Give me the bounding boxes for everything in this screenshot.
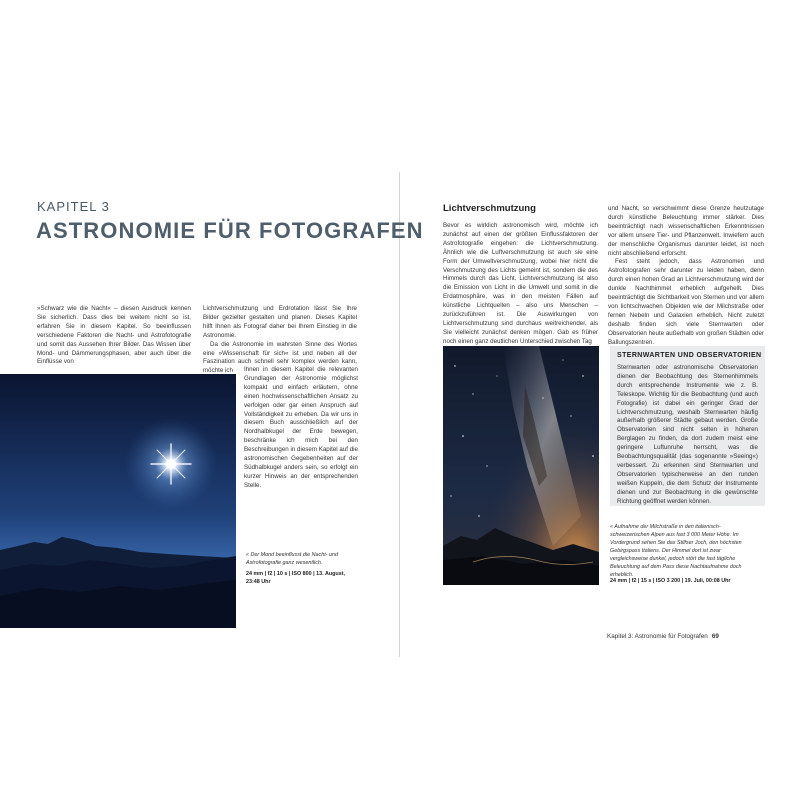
paragraph: Ihnen in diesem Kapitel die relevanten Grundlagen der Astronomie möglichst kompakt und einfach erläutern, ohne einen hochwissenschaftlichen Ansatz zu verfolgen oder gar einen Anspruch auf Vollständigkeit zu erheben. Da wir uns in diesem Buch ausschließlich auf der Nordhalbkugel der Erde bewegen, beschränke ich mich bei den Beschreibungen in diesem Kapitel auf die astronomischen Gegebenheiten auf der Südhalbkugel anders sein, so erfolgt ein kurzer Hinweis an der entsprechenden Stelle.	[244, 366, 358, 489]
paragraph: und Nacht, so verschwimmt diese Grenze heutzutage durch künstliche Beleuchtung immer stärker. Dies beeinträchtigt nach wissenschaftlichen Erkenntnissen vor allem unsere Tier- und Pflanzenwelt. Inwiefern auch der menschliche Organismus darunter leidet, ist noch nicht abschließend erforscht.	[608, 205, 764, 257]
photo-caption-right: « Aufnahme der Milchstraße in den italienisch-schweizerischen Alpen aus fast 3 000 Meter Höhe. Im Vordergrund sehen Sie das Stilfser Joch, den höchsten Gebirgspass Italiens. Der Himmel dort ist zwar vergleichsweise dunkel, jedoch stört die fast tägliche Beleuchtung auf dem Pass diese Nachtaufnahme doch erheblich.	[610, 524, 742, 578]
paragraph: Bevor es wirklich astronomisch wird, möchte ich zunächst auf einen der größten Einflussfaktoren der Astrofotografie eingehen: die Lichtverschmutzung. Ähnlich wie die Luftverschmutzung ist auch sie eine Form der Umweltverschmutzung, wobei hier nicht die Verschmutzung des Lichts gemeint ist, sondern die des Himmels durch das Licht. Lichtverschmutzung ist also die Emission von Licht in die Umwelt und somit in die Erdatmosphäre, was in den meisten Fällen auf künstliche Lichtquellen – also uns Menschen – zurückzuführen ist. Die Auswirkungen von Lichtverschmutzung sind durchaus weitreichender, als Sie vielleicht zunächst denken mögen. Gab es früher noch einen ganz deutlichen Unterschied zwischen Tag	[443, 222, 598, 345]
paragraph: Fest steht jedoch, dass Astronomen und Astrofotografen sehr darunter zu leiden haben, denn durch einen hohen Grad an Lichtverschmutzung wird der dunkle Nachthimmel erheblich aufgehellt. Dies beeinträchtigt die Sichtbarkeit von Sternen und vor allem von lichtschwachen Objekten wie der Milchstraße oder fernen Nebeln und Galaxien erheblich. Nicht zuletzt deshalb finden sich viele Sternwarten oder Observatorien heute außerhalb von großen Städten oder Ballungszentren.	[608, 258, 764, 346]
chapter-title: ASTRONOMIE FÜR FOTOGRAFEN	[36, 218, 424, 243]
photo-meta-left: 24 mm | f2 | 10 s | ISO 800 | 13. August, 23:48 Uhr	[246, 571, 346, 585]
milky-way-photo	[443, 346, 599, 585]
paragraph: Da die Astronomie im wahrsten Sinne des Wortes eine »Wissenschaft für sich« ist und neben all der Faszination auch schnell sehr komplex werden kann, möchte ich	[203, 340, 357, 375]
page-footer	[607, 633, 719, 640]
section-heading: Lichtverschmutzung	[443, 203, 536, 214]
chapter-label: KAPITEL 3	[37, 199, 110, 214]
info-box-title: STERNWARTEN UND OBSERVATORIEN	[617, 352, 762, 359]
page-gutter	[399, 172, 400, 657]
photo-meta-right: 24 mm | f2 | 15 s | ISO 3 200 | 19. Juli, 00:08 Uhr	[610, 578, 731, 584]
paragraph: Sternwarten oder astronomische Observatorien dienen der Beobachtung des Sternenhimmels durch entsprechende Instrumente wie z. B. Teleskope. Wichtig für die Beobachtung (und auch Fotografie) ist dabei ein geringer Grad der Lichtverschmutzung, weshalb Sternwarten häufig außerhalb größerer Städte gebaut werden. Große Observatorien sind nicht selten in höheren Berglagen zu finden, da dort zudem meist eine geringere Luftunruhe herrscht, was die Beobachtungsqualität (das sogenannte »Seeing«) verbessert. Zu erkennen sind Sternwarten und Observatorien typischerweise an den runden weißen Kuppeln, die dem Schutz der Instrumente dienen und zur Beobachtung in die gewünschte Richtung geöffnet werden können.	[617, 364, 758, 505]
footer-text: Kapitel 3: Astronomie für Fotografen	[607, 633, 708, 640]
moon-photo	[0, 374, 236, 628]
left-column-1	[37, 305, 191, 367]
right-column-2	[608, 205, 764, 348]
right-column-1	[443, 222, 598, 347]
paragraph: Lichtverschmutzung und Erdrotation lässt Sie Ihre Bilder gezielter gestalten und planen. Dieses Kapitel hilft Ihnen als Fotograf daher bei Ihrem Einstieg in die Astronomie.	[203, 305, 357, 339]
page-number: 69	[711, 633, 719, 640]
paragraph: »Schwarz wie die Nacht« – diesen Ausdruck kennen Sie sicherlich. Dass dies bei weitem nicht so ist, erfahren Sie in diesem Kapitel. So beeinflussen verschiedene Faktoren die Nacht- und Astrofotografie und somit das Aussehen Ihrer Bilder. Das Wissen über Mond- und Dämmerungsphasen, aber auch über die Einflüsse von	[37, 305, 191, 366]
info-box-text	[617, 364, 758, 507]
photo-caption-left: « Der Mond beeinflusst die Nacht- und Astrofotografie ganz wesentlich.	[246, 552, 338, 566]
left-column-2-wrap	[244, 366, 358, 491]
